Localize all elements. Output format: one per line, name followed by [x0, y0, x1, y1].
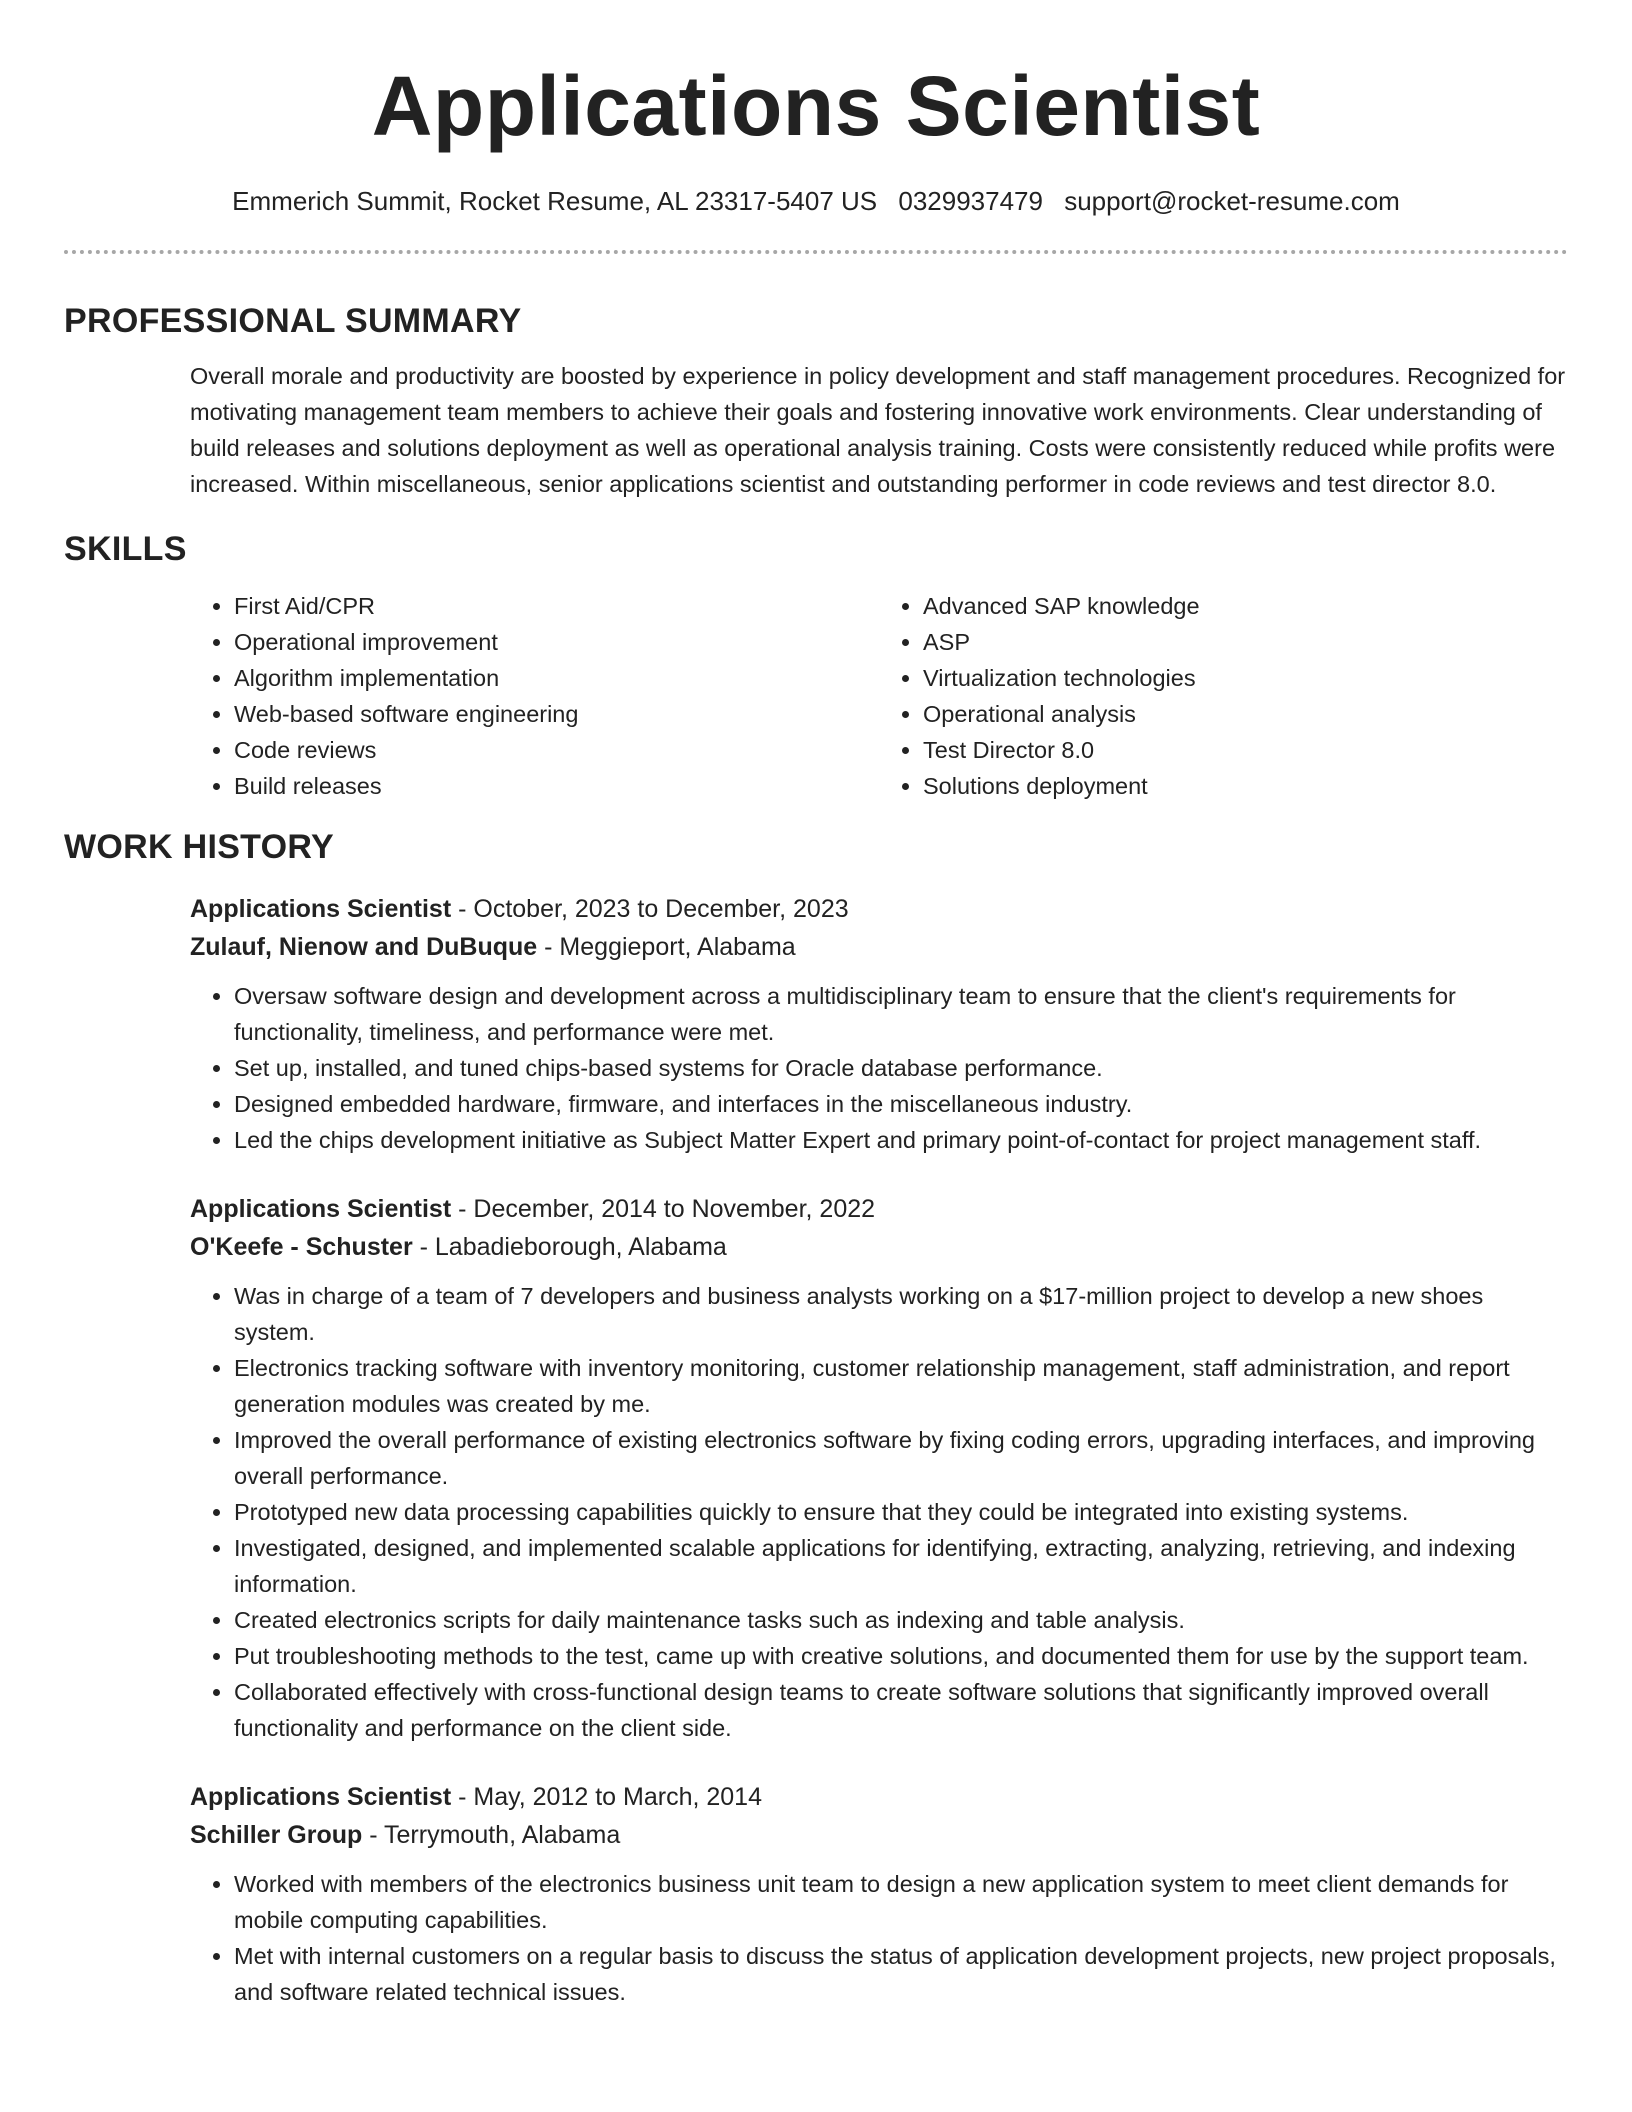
job-dates: - May, 2012 to March, 2014 [451, 1783, 762, 1811]
job-bullet: • Was in charge of a team of 7 developers and business analysts working on a $17-million project to develop a new shoes system. [234, 1278, 1568, 1350]
job-company-line [190, 1228, 1568, 1266]
job-company: Schiller Group [190, 1821, 363, 1849]
section-title-work-history: WORK HISTORY [64, 828, 334, 866]
job-bullet: • Electronics tracking software with inventory monitoring, customer relationship management, staff administration, and report generation modules was created by me. [234, 1350, 1568, 1422]
job-bullet: • Oversaw software design and development across a multidisciplinary team to ensure that the client's requirements for functionality, timeliness, and performance were met. [234, 978, 1568, 1050]
section-title-summary: PROFESSIONAL SUMMARY [64, 302, 522, 340]
skills-column-left [190, 588, 879, 804]
job-company-line [190, 1816, 1568, 1854]
skill-item: • Algorithm implementation [234, 660, 879, 696]
contact-address: Emmerich Summit, Rocket Resume, AL 23317-5407 US [232, 186, 878, 216]
job-location: - Meggieport, Alabama [537, 933, 796, 961]
contact-phone: 0329937479 [898, 186, 1043, 216]
skills-column-right [879, 588, 1568, 804]
skill-item: • Virtualization technologies [923, 660, 1568, 696]
skill-item: • Code reviews [234, 732, 879, 768]
page-title: Applications Scientist [371, 59, 1261, 153]
resume-page [64, 0, 1568, 2010]
job-dates: - October, 2023 to December, 2023 [451, 895, 849, 923]
summary-text: Overall morale and productivity are boosted by experience in policy development and staff management procedures. Recognized for motivating management team members to achieve their goals and fostering innovative work environments. Clear understanding of build releases and solutions deployment as well as operational analysis training. Costs were consistently reduced while profits were increased. Within miscellaneous, senior applications scientist and outstanding performer in code reviews and test director 8.0. [190, 363, 1566, 497]
skill-item: • First Aid/CPR [234, 588, 879, 624]
job-bullet: • Led the chips development initiative as Subject Matter Expert and primary point-of-contact for project management staff. [234, 1122, 1568, 1158]
job-bullets [190, 978, 1568, 1158]
job-location: - Terrymouth, Alabama [362, 1821, 621, 1849]
job-role: Applications Scientist [190, 1783, 452, 1811]
job-company-line [190, 928, 1568, 966]
job-bullet: • Put troubleshooting methods to the test, came up with creative solutions, and documented them for use by the support team. [234, 1638, 1568, 1674]
job-company: Zulauf, Nienow and DuBuque [190, 933, 538, 961]
job-bullets [190, 1866, 1568, 2010]
skill-item: • Web-based software engineering [234, 696, 879, 732]
skill-item: • Solutions deployment [923, 768, 1568, 804]
job-bullet: • Met with internal customers on a regular basis to discuss the status of application development projects, new project proposals, and software related technical issues. [234, 1938, 1568, 2010]
contact-email: support@rocket-resume.com [1064, 186, 1400, 216]
job-company: O'Keefe - Schuster [190, 1233, 413, 1261]
skill-item: • ASP [923, 624, 1568, 660]
job-bullet: • Collaborated effectively with cross-functional design teams to create software solutions that significantly improved overall functionality and performance on the client side. [234, 1674, 1568, 1746]
job-bullet: • Worked with members of the electronics business unit team to design a new application system to meet client demands for mobile computing capabilities. [234, 1866, 1568, 1938]
job-entry [190, 890, 1568, 1158]
job-role-line [190, 890, 1568, 928]
job-bullets [190, 1278, 1568, 1746]
job-bullet: • Set up, installed, and tuned chips-based systems for Oracle database performance. [234, 1050, 1568, 1086]
job-dates: - December, 2014 to November, 2022 [451, 1195, 876, 1223]
job-entry [190, 1778, 1568, 2010]
job-bullet: • Created electronics scripts for daily maintenance tasks such as indexing and table analysis. [234, 1602, 1568, 1638]
job-role: Applications Scientist [190, 1195, 452, 1223]
skills-grid [190, 588, 1568, 804]
job-role-line [190, 1778, 1568, 1816]
job-location: - Labadieborough, Alabama [412, 1233, 727, 1261]
skill-item: • Operational improvement [234, 624, 879, 660]
job-bullet: • Designed embedded hardware, firmware, and interfaces in the miscellaneous industry. [234, 1086, 1568, 1122]
skill-item: • Build releases [234, 768, 879, 804]
job-role: Applications Scientist [190, 895, 452, 923]
skill-item: • Operational analysis [923, 696, 1568, 732]
job-entry [190, 1190, 1568, 1746]
skill-item: • Test Director 8.0 [923, 732, 1568, 768]
skill-item: • Advanced SAP knowledge [923, 588, 1568, 624]
job-bullet: • Improved the overall performance of existing electronics software by fixing coding errors, upgrading interfaces, and improving overall performance. [234, 1422, 1568, 1494]
job-role-line [190, 1190, 1568, 1228]
contact-line [64, 184, 1568, 218]
job-bullet: • Investigated, designed, and implemented scalable applications for identifying, extracting, analyzing, retrieving, and indexing information. [234, 1530, 1568, 1602]
section-title-skills: SKILLS [64, 530, 187, 568]
header-divider [64, 250, 1568, 254]
job-bullet: • Prototyped new data processing capabilities quickly to ensure that they could be integrated into existing systems. [234, 1494, 1568, 1530]
